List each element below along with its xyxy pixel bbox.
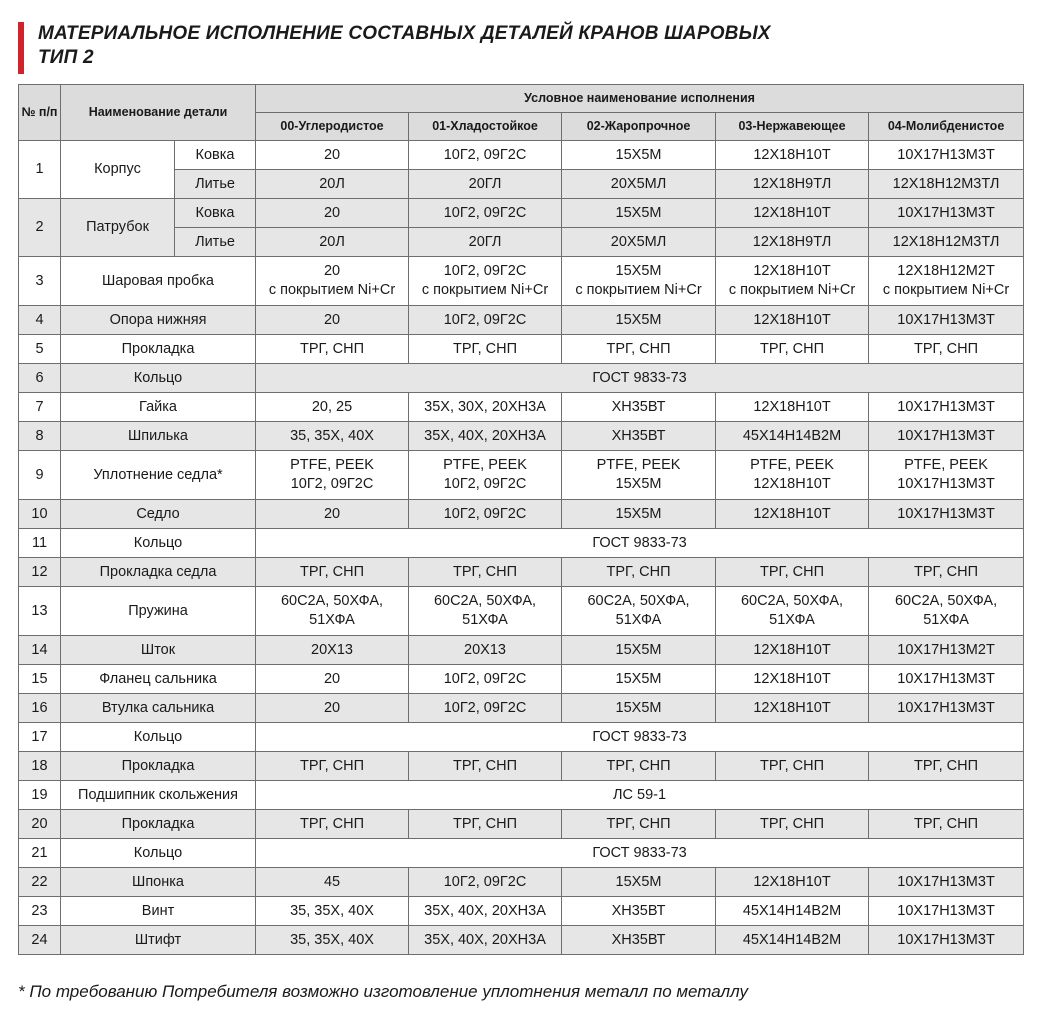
row-name: Опора нижняя	[61, 306, 256, 335]
cell	[869, 257, 1024, 306]
row-num: 6	[19, 364, 61, 393]
table-header	[19, 85, 1024, 141]
row-num: 15	[19, 665, 61, 694]
cell: ТРГ, СНП	[256, 810, 409, 839]
cell: 12Х18Н10Т	[716, 694, 869, 723]
row-name: Шток	[61, 636, 256, 665]
cell-line: 60С2А, 50ХФА,	[280, 593, 384, 609]
table-row	[19, 393, 1024, 422]
cell: ТРГ, СНП	[716, 810, 869, 839]
header-col-4: 04-Молибденистое	[869, 113, 1024, 141]
row-name: Прокладка	[61, 752, 256, 781]
cell: ТРГ, СНП	[869, 752, 1024, 781]
cell: 12Х18Н10Т	[716, 868, 869, 897]
header-group: Условное наименование исполнения	[256, 85, 1024, 113]
cell	[716, 587, 869, 636]
cell: ТРГ, СНП	[256, 752, 409, 781]
cell-line: с покрытием Ni+Cr	[882, 282, 1010, 298]
cell: 10Х17Н13М3Т	[869, 393, 1024, 422]
table-row	[19, 558, 1024, 587]
header-col-0: 00-Углеродистое	[256, 113, 409, 141]
cell: 12Х18Н10Т	[716, 665, 869, 694]
header-col-3: 03-Нержавеющее	[716, 113, 869, 141]
cell: 10Х17Н13М3Т	[869, 868, 1024, 897]
table-row	[19, 665, 1024, 694]
row-num: 7	[19, 393, 61, 422]
table-row	[19, 500, 1024, 529]
row-num: 23	[19, 897, 61, 926]
cell-line: 15Х5М	[615, 263, 662, 279]
cell	[562, 587, 716, 636]
row-name: Шаровая пробка	[61, 257, 256, 306]
cell-span: ГОСТ 9833-73	[256, 529, 1024, 558]
row-num: 4	[19, 306, 61, 335]
page-title-line-2: ТИП 2	[38, 47, 94, 68]
row-name: Патрубок	[61, 199, 175, 257]
page-title	[38, 22, 771, 70]
cell: 20Х13	[256, 636, 409, 665]
cell-span: ГОСТ 9833-73	[256, 364, 1024, 393]
cell	[562, 451, 716, 500]
cell-line: 10Г2, 09Г2С	[443, 263, 527, 279]
cell: 10Г2, 09Г2С	[409, 665, 562, 694]
row-name: Корпус	[61, 141, 175, 199]
cell-line: 60С2А, 50ХФА,	[740, 593, 844, 609]
table-body	[19, 141, 1024, 955]
row-num: 19	[19, 781, 61, 810]
cell: 10Г2, 09Г2С	[409, 694, 562, 723]
table-row	[19, 257, 1024, 306]
row-num: 14	[19, 636, 61, 665]
cell: 12Х18Н10Т	[716, 141, 869, 170]
table-row	[19, 141, 1024, 170]
cell: 45Х14Н14В2М	[716, 926, 869, 955]
table-row	[19, 839, 1024, 868]
cell: 20Х5МЛ	[562, 228, 716, 257]
cell-line: 51ХФА	[769, 612, 815, 628]
cell: 35, 35Х, 40Х	[256, 422, 409, 451]
cell: 10Х17Н13М3Т	[869, 199, 1024, 228]
cell: 20	[256, 665, 409, 694]
table-row	[19, 897, 1024, 926]
table-row	[19, 752, 1024, 781]
row-name: Кольцо	[61, 839, 256, 868]
cell: 10Х17Н13М3Т	[869, 500, 1024, 529]
cell: 20ГЛ	[409, 228, 562, 257]
cell: 35, 35Х, 40Х	[256, 926, 409, 955]
cell: ТРГ, СНП	[716, 335, 869, 364]
cell: ТРГ, СНП	[869, 558, 1024, 587]
cell: 10Х17Н13М3Т	[869, 141, 1024, 170]
materials-table	[18, 84, 1024, 955]
row-name: Шпонка	[61, 868, 256, 897]
cell-line: 51ХФА	[309, 612, 355, 628]
row-name: Гайка	[61, 393, 256, 422]
row-name: Втулка сальника	[61, 694, 256, 723]
cell-line: с покрытием Ni+Cr	[268, 282, 396, 298]
row-name: Уплотнение седла*	[61, 451, 256, 500]
table-row	[19, 723, 1024, 752]
row-num: 20	[19, 810, 61, 839]
cell: 10Х17Н13М3Т	[869, 926, 1024, 955]
row-name: Прокладка	[61, 810, 256, 839]
cell	[869, 451, 1024, 500]
cell: 35Х, 30Х, 20ХН3А	[409, 393, 562, 422]
row-subname: Ковка	[175, 199, 256, 228]
row-num: 2	[19, 199, 61, 257]
cell-span: ГОСТ 9833-73	[256, 839, 1024, 868]
cell: 15Х5М	[562, 306, 716, 335]
header-num: № п/п	[19, 85, 61, 141]
cell: ХН35ВТ	[562, 393, 716, 422]
table-row	[19, 451, 1024, 500]
cell: 12Х18Н12М3ТЛ	[869, 170, 1024, 199]
cell-line: 60С2А, 50ХФА,	[587, 593, 690, 609]
row-num: 22	[19, 868, 61, 897]
title-accent-bar	[18, 22, 24, 74]
cell: ТРГ, СНП	[869, 810, 1024, 839]
table-row	[19, 636, 1024, 665]
row-name: Подшипник скольжения	[61, 781, 256, 810]
cell: ХН35ВТ	[562, 422, 716, 451]
cell-line: 20	[323, 263, 341, 279]
cell: ХН35ВТ	[562, 926, 716, 955]
cell: ТРГ, СНП	[256, 335, 409, 364]
cell: ТРГ, СНП	[409, 558, 562, 587]
cell: ТРГ, СНП	[716, 558, 869, 587]
cell	[256, 257, 409, 306]
row-num: 17	[19, 723, 61, 752]
row-name: Фланец сальника	[61, 665, 256, 694]
cell-line: 60С2А, 50ХФА,	[433, 593, 537, 609]
cell	[409, 257, 562, 306]
cell-line: PTFE, PEEK	[750, 457, 834, 473]
cell-line: 10Г2, 09Г2С	[443, 476, 527, 492]
cell-line: 15Х5М	[615, 476, 662, 492]
cell: 10Х17Н13М3Т	[869, 897, 1024, 926]
cell: 20	[256, 694, 409, 723]
cell	[256, 587, 409, 636]
cell: 12Х18Н12М3ТЛ	[869, 228, 1024, 257]
row-num: 21	[19, 839, 61, 868]
table-row	[19, 335, 1024, 364]
table-row	[19, 199, 1024, 228]
row-subname: Литье	[175, 170, 256, 199]
cell: 45Х14Н14В2М	[716, 422, 869, 451]
table-row	[19, 781, 1024, 810]
row-name: Кольцо	[61, 529, 256, 558]
cell: 10Х17Н13М3Т	[869, 694, 1024, 723]
row-subname: Литье	[175, 228, 256, 257]
cell: ТРГ, СНП	[409, 335, 562, 364]
cell: 10Х17Н13М3Т	[869, 665, 1024, 694]
cell: 15Х5М	[562, 199, 716, 228]
cell: ТРГ, СНП	[562, 810, 716, 839]
cell: ТРГ, СНП	[562, 558, 716, 587]
cell: 35Х, 40Х, 20ХН3А	[409, 926, 562, 955]
cell: 12Х18Н10Т	[716, 306, 869, 335]
cell: 15Х5М	[562, 665, 716, 694]
cell: ХН35ВТ	[562, 897, 716, 926]
cell-line: с покрытием Ni+Cr	[728, 282, 856, 298]
row-name: Шпилька	[61, 422, 256, 451]
header-name: Наименование детали	[61, 85, 256, 141]
row-subname: Ковка	[175, 141, 256, 170]
row-name: Кольцо	[61, 364, 256, 393]
cell: ТРГ, СНП	[409, 810, 562, 839]
table-row	[19, 364, 1024, 393]
cell: 20, 25	[256, 393, 409, 422]
cell: 10Г2, 09Г2С	[409, 141, 562, 170]
cell: 10Х17Н13М3Т	[869, 422, 1024, 451]
cell-line: с покрытием Ni+Cr	[421, 282, 549, 298]
row-name: Кольцо	[61, 723, 256, 752]
table-row	[19, 868, 1024, 897]
row-num: 10	[19, 500, 61, 529]
row-num: 12	[19, 558, 61, 587]
cell-span: ГОСТ 9833-73	[256, 723, 1024, 752]
table-row	[19, 587, 1024, 636]
cell	[409, 451, 562, 500]
cell: 10Г2, 09Г2С	[409, 199, 562, 228]
cell: 20	[256, 500, 409, 529]
row-name: Винт	[61, 897, 256, 926]
cell: ТРГ, СНП	[562, 335, 716, 364]
table-row	[19, 529, 1024, 558]
cell: 15Х5М	[562, 694, 716, 723]
row-name: Седло	[61, 500, 256, 529]
cell: ТРГ, СНП	[409, 752, 562, 781]
cell-line: 12Х18Н12М2Т	[897, 263, 995, 279]
footnote: * По требованию Потребителя возможно изготовление уплотнения металл по металлу	[18, 982, 749, 1001]
row-num: 5	[19, 335, 61, 364]
cell-line: с покрытием Ni+Cr	[575, 282, 702, 298]
cell-span: ЛС 59-1	[256, 781, 1024, 810]
row-name: Штифт	[61, 926, 256, 955]
cell: 12Х18Н9ТЛ	[716, 170, 869, 199]
cell-line: 10Х17Н13М3Т	[897, 476, 995, 492]
header-col-2: 02-Жаропрочное	[562, 113, 716, 141]
cell: 10Г2, 09Г2С	[409, 868, 562, 897]
cell-line: PTFE, PEEK	[904, 457, 988, 473]
cell: 15Х5М	[562, 141, 716, 170]
row-name: Пружина	[61, 587, 256, 636]
cell: 35, 35Х, 40Х	[256, 897, 409, 926]
row-num: 8	[19, 422, 61, 451]
cell-line: 51ХФА	[615, 612, 662, 628]
table-row	[19, 810, 1024, 839]
cell: 12Х18Н10Т	[716, 636, 869, 665]
row-num: 24	[19, 926, 61, 955]
cell-line: PTFE, PEEK	[443, 457, 527, 473]
row-num: 13	[19, 587, 61, 636]
cell: ТРГ, СНП	[256, 558, 409, 587]
cell: 10Х17Н13М3Т	[869, 306, 1024, 335]
cell: 35Х, 40Х, 20ХН3А	[409, 422, 562, 451]
row-num: 1	[19, 141, 61, 199]
cell: ТРГ, СНП	[869, 335, 1024, 364]
row-num: 11	[19, 529, 61, 558]
cell-line: PTFE, PEEK	[290, 457, 374, 473]
cell: 45Х14Н14В2М	[716, 897, 869, 926]
cell: 12Х18Н10Т	[716, 393, 869, 422]
cell-line: 60С2А, 50ХФА,	[894, 593, 998, 609]
row-num: 18	[19, 752, 61, 781]
cell: 12Х18Н9ТЛ	[716, 228, 869, 257]
header-col-1: 01-Хладостойкое	[409, 113, 562, 141]
cell: 15Х5М	[562, 868, 716, 897]
cell: 15Х5М	[562, 500, 716, 529]
table-row	[19, 926, 1024, 955]
cell: 12Х18Н10Т	[716, 199, 869, 228]
cell-line: 12Х18Н10Т	[753, 263, 831, 279]
cell-line: PTFE, PEEK	[596, 457, 681, 473]
cell: 12Х18Н10Т	[716, 500, 869, 529]
cell: 20Л	[256, 170, 409, 199]
cell	[562, 257, 716, 306]
cell: 35Х, 40Х, 20ХН3А	[409, 897, 562, 926]
cell: 45	[256, 868, 409, 897]
cell	[256, 451, 409, 500]
cell	[869, 587, 1024, 636]
cell: 15Х5М	[562, 636, 716, 665]
cell: 20	[256, 141, 409, 170]
cell	[716, 257, 869, 306]
cell-line: 12Х18Н10Т	[753, 476, 831, 492]
cell: 10Х17Н13М2Т	[869, 636, 1024, 665]
table-row	[19, 422, 1024, 451]
cell: 10Г2, 09Г2С	[409, 500, 562, 529]
cell-line: 10Г2, 09Г2С	[290, 476, 374, 492]
cell: 20ГЛ	[409, 170, 562, 199]
cell: 20	[256, 306, 409, 335]
cell: 10Г2, 09Г2С	[409, 306, 562, 335]
table-row	[19, 306, 1024, 335]
cell: 20Х5МЛ	[562, 170, 716, 199]
cell	[716, 451, 869, 500]
page-title-line-1: МАТЕРИАЛЬНОЕ ИСПОЛНЕНИЕ СОСТАВНЫХ ДЕТАЛЕЙ КРАНОВ ШАРОВЫХ	[38, 23, 771, 44]
row-name: Прокладка седла	[61, 558, 256, 587]
row-name: Прокладка	[61, 335, 256, 364]
row-num: 16	[19, 694, 61, 723]
row-num: 3	[19, 257, 61, 306]
cell: 20Л	[256, 228, 409, 257]
cell-line: 51ХФА	[462, 612, 508, 628]
cell	[409, 587, 562, 636]
cell: 20	[256, 199, 409, 228]
cell: 20Х13	[409, 636, 562, 665]
cell-line: 51ХФА	[923, 612, 969, 628]
table-row	[19, 694, 1024, 723]
row-num: 9	[19, 451, 61, 500]
cell: ТРГ, СНП	[716, 752, 869, 781]
cell: ТРГ, СНП	[562, 752, 716, 781]
